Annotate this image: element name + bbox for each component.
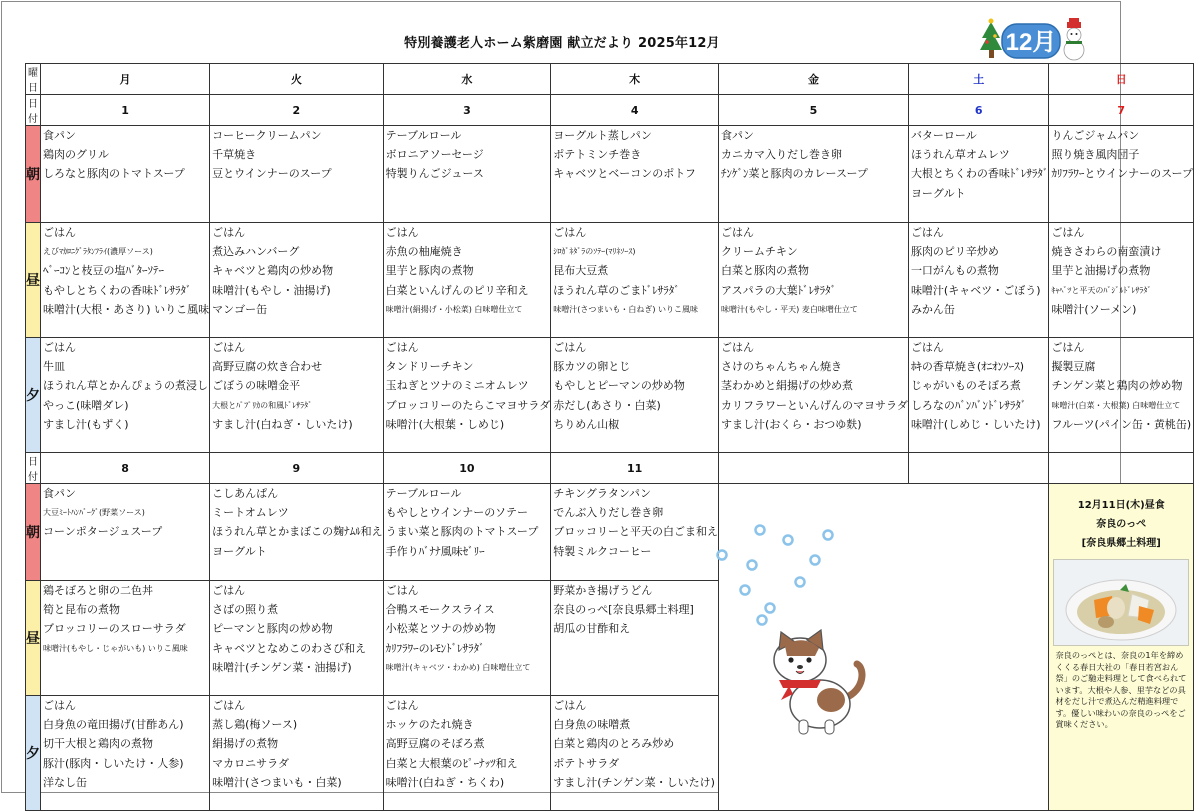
menu-item: 味噌汁(絹揚げ・小松菜) 白味噌仕立て: [385, 304, 523, 314]
menu-item: しろなのﾊﾞﾝﾊﾞﾝﾄﾞﾚｻﾗﾀﾞ: [910, 398, 1027, 412]
menu-table: [25, 63, 1194, 811]
menu-item: 味噌汁(さつまいも・白ねぎ) いりこ風味: [553, 304, 699, 314]
snowflake-icon: [796, 578, 805, 587]
date-cell: 9: [210, 453, 384, 484]
menu-item: ごはん: [212, 584, 246, 597]
menu-item: 食パン: [43, 129, 76, 142]
menu-item: チンゲン菜と鶏肉の炒め物: [1051, 379, 1183, 393]
menu-item: さばの照り煮: [212, 603, 279, 617]
menu-item: 大根とちくわの香味ﾄﾞﾚｻﾗﾀﾞ: [910, 167, 1049, 181]
menu-item: ブロッコリーのスローサラダ: [43, 622, 186, 636]
menu-item: 照り焼き風肉団子: [1051, 148, 1140, 162]
menu-cell: [41, 126, 210, 223]
week1-date-row: [26, 95, 1194, 126]
week1-lunch-row: [26, 223, 1194, 338]
menu-item: 鶏そぼろと卵の二色丼: [43, 584, 153, 597]
menu-item: キャベツとベーコンのポトフ: [553, 167, 696, 181]
menu-item: 白身魚の味噌煮: [553, 718, 631, 732]
menu-item: チキングラタンパン: [553, 487, 652, 500]
date-cell: 5: [719, 95, 909, 126]
menu-cell: [41, 484, 210, 581]
menu-cell: [210, 126, 384, 223]
date-cell: [908, 453, 1049, 484]
menu-cell: [383, 484, 551, 581]
menu-item: 野菜かき揚げうどん: [553, 584, 653, 597]
menu-item: ブロッコリーのたらこマヨサラダ: [385, 398, 551, 412]
menu-cell: [551, 484, 719, 581]
menu-item: ごはん: [553, 699, 587, 712]
menu-item: カリフラワーといんげんのマヨサラダ: [721, 398, 908, 412]
menu-item: ごはん: [43, 341, 76, 354]
menu-item: ヨーグルト蒸しパン: [553, 129, 652, 142]
note-date: 12月11日(木)昼食: [1077, 500, 1165, 511]
snowflake-icon: [748, 561, 757, 570]
menu-item: 茎わかめと絹揚げの炒め煮: [721, 379, 854, 393]
meal-label-dinner: 夕: [26, 338, 41, 453]
note-dish: 奈良のっぺ: [1096, 519, 1147, 530]
weekday-sun: 日: [1049, 64, 1194, 95]
menu-item: タンドリーチキン: [385, 360, 474, 374]
menu-item: ボロニアソーセージ: [385, 148, 484, 162]
menu-item: 味噌汁(もやし・平天) 麦白味噌仕立て: [721, 304, 858, 314]
menu-item: ごはん: [910, 226, 944, 239]
menu-cell: [719, 223, 909, 338]
menu-item: 白菜といんげんのピリ辛和え: [385, 283, 529, 297]
menu-cell: [41, 581, 210, 696]
menu-item: もやしとピーマンの炒め物: [553, 379, 685, 393]
menu-item: ごはん: [385, 699, 419, 712]
meal-label-breakfast: 朝: [26, 126, 41, 223]
menu-item: ごはん: [385, 341, 419, 354]
menu-item: ごはん: [212, 699, 246, 712]
menu-item: 高野豆腐のそぼろ煮: [385, 737, 485, 751]
month-badge: [978, 16, 1088, 64]
menu-item: うまい菜と豚肉のトマトスープ: [385, 525, 539, 539]
weekday-tue: 火: [210, 64, 384, 95]
menu-item: 味噌汁(白菜・大根葉) 白味噌仕立て: [1051, 400, 1181, 410]
menu-item: ポテトミンチ巻き: [553, 148, 642, 162]
menu-item: 特製りんごジュース: [385, 167, 484, 181]
menu-item: 赤魚の柚庵焼き: [385, 245, 463, 259]
menu-item: バターロール: [910, 129, 977, 142]
date-cell: 2: [210, 95, 384, 126]
menu-item: 豆とウインナーのスープ: [212, 167, 332, 181]
menu-item: 味噌汁(キャベツ・わかめ) 白味噌仕立て: [385, 662, 531, 672]
menu-item: 胡瓜の甘酢和え: [553, 622, 631, 636]
menu-item: すまし汁(白ねぎ・しいたけ): [212, 417, 353, 431]
menu-item: えびﾏｶﾛﾆｸﾞﾗﾀﾝﾌﾗｲ(濃厚ソース): [43, 247, 153, 257]
menu-item: 小松菜とツナの炒め物: [385, 622, 496, 636]
menu-item: ピーマンと豚肉の炒め物: [212, 622, 333, 636]
menu-item: ごはん: [1051, 226, 1085, 239]
menu-item: ごはん: [43, 226, 76, 239]
menu-item: ちりめん山椒: [553, 417, 620, 431]
menu-item: 大豆ﾐｰﾄﾊﾝﾊﾞｰｸﾞ(野菜ソース): [43, 508, 145, 518]
menu-cell: [41, 696, 210, 811]
menu-item: カニカマ入りだし巻き卵: [721, 148, 843, 162]
menu-item: こしあんぱん: [212, 487, 279, 500]
menu-item: ﾁﾝｹﾞﾝ菜と豚肉のカレースープ: [721, 167, 868, 181]
date-cell: [1049, 453, 1194, 484]
page-title: 特別養護老人ホーム紫磨園 献立だより 2025年12月: [404, 36, 720, 51]
date-cell: 11: [551, 453, 719, 484]
note-region: [奈良県郷土料理]: [1081, 538, 1161, 549]
menu-cell: [551, 223, 719, 338]
menu-item: しろなと豚肉のトマトスープ: [43, 167, 185, 181]
menu-cell: [383, 126, 551, 223]
menu-item: ポテトサラダ: [553, 756, 620, 770]
menu-item: 味噌汁(キャベツ・ごぼう): [910, 283, 1041, 297]
menu-cell: [551, 696, 719, 811]
menu-cell: [551, 581, 719, 696]
menu-item: 焼きさわらの南蛮漬け: [1051, 245, 1162, 259]
menu-item: コーンポタージュスープ: [43, 525, 163, 539]
menu-cell: [210, 484, 384, 581]
menu-item: ｶﾘﾌﾗﾜｰとウインナーのスープ: [1051, 167, 1194, 181]
note-body: 奈良のっぺとは、奈良の1年を締めくくる春日大社の「春日若宮おん祭」のご馳走料理として食べられています。大根や人参、里芋などの具材をだし汁で煮込んだ精進料理です。優しい味わいの奈良のっぺをご賞味ください。: [1055, 650, 1187, 729]
menu-item: テーブルロール: [385, 129, 462, 142]
weekday-fri: 金: [719, 64, 909, 95]
menu-item: ごはん: [1051, 341, 1085, 354]
menu-item: 味噌汁(もやし・じゃがいも) いりこ風味: [43, 643, 188, 653]
menu-cell: [210, 223, 384, 338]
menu-item: やっこ(味噌ダレ): [43, 398, 129, 412]
snowman-icon: [1064, 18, 1084, 60]
menu-item: 味噌汁(ソーメン): [1051, 302, 1137, 316]
menu-item: さけのちゃんちゃん焼き: [721, 360, 843, 374]
menu-item: 蒸し鶏(梅ソース): [212, 718, 298, 732]
menu-item: 味噌汁(大根・あさり) いりこ風味: [43, 302, 210, 316]
meal-label-lunch: 昼: [26, 223, 41, 338]
menu-item: ｶﾘﾌﾗﾜｰのﾚﾓﾝﾄﾞﾚｻﾗﾀﾞ: [385, 641, 485, 655]
menu-item: 味噌汁(チンゲン菜・油揚げ): [212, 660, 352, 674]
week2-breakfast-row: [26, 484, 1194, 581]
menu-item: 味噌汁(大根葉・しめじ): [385, 417, 505, 431]
menu-item: 豚カツの卵とじ: [553, 360, 631, 374]
menu-item: コーヒークリームパン: [212, 129, 322, 142]
weekday-label: 曜日: [26, 64, 41, 95]
menu-item: ほうれん草とかんぴょうの煮浸し: [43, 379, 208, 393]
date-cell: 10: [383, 453, 551, 484]
menu-item: 里芋と豚肉の煮物: [385, 264, 474, 278]
menu-item: 昆布大豆煮: [553, 264, 609, 278]
menu-item: ごはん: [212, 226, 246, 239]
menu-item: 合鴨スモークスライス: [385, 603, 495, 617]
menu-item: 白身魚の竜田揚げ(甘酢あん): [43, 718, 184, 732]
menu-item: もやしとウインナーのソテー: [385, 506, 529, 520]
menu-item: 里芋と油揚げの煮物: [1051, 264, 1151, 278]
menu-item: 牛皿: [43, 360, 65, 374]
menu-item: 味噌汁(しめじ・しいたけ): [910, 417, 1041, 431]
christmas-tree-icon: [980, 19, 1002, 59]
menu-item: ごはん: [385, 226, 419, 239]
menu-item: 一口がんもの煮物: [910, 264, 999, 278]
menu-item: ごはん: [721, 341, 755, 354]
menu-item: ほうれん草オムレツ: [910, 148, 1010, 162]
menu-item: 筍と昆布の煮物: [43, 603, 120, 617]
month-badge-text: 12月: [1005, 29, 1057, 56]
menu-item: 食パン: [721, 129, 755, 142]
noppe-photo: [1053, 559, 1189, 646]
snowflakes-illustration: [700, 520, 840, 640]
menu-item: すまし汁(おくら・おつゆ麩): [721, 417, 862, 431]
menu-item: 鶏肉のグリル: [43, 148, 109, 162]
snowflake-icon: [756, 526, 765, 535]
snowflake-icon: [811, 556, 820, 565]
menu-item: ヨーグルト: [212, 544, 267, 558]
menu-cell: [383, 223, 551, 338]
menu-cell: [210, 696, 384, 811]
menu-item: キャベツと鶏肉の炒め物: [212, 264, 334, 278]
snowflake-icon: [758, 616, 767, 625]
menu-item: でんぶ入りだし巻き卵: [553, 506, 664, 520]
week1-breakfast-row: [26, 126, 1194, 223]
menu-item: 煮込みハンバーグ: [212, 245, 300, 259]
menu-cell: [551, 126, 719, 223]
menu-item: ホッケのたれ焼き: [385, 718, 474, 732]
menu-item: 擬製豆腐: [1051, 360, 1096, 374]
menu-cell: [719, 126, 909, 223]
menu-item: 赤だし(あさり・白菜): [553, 398, 661, 412]
menu-item: アスパラの大葉ﾄﾞﾚｻﾗﾀﾞ: [721, 283, 837, 297]
weekday-mon: 月: [41, 64, 210, 95]
menu-item: 玉ねぎとツナのミニオムレツ: [385, 379, 529, 393]
menu-item: りんごジャムパン: [1051, 129, 1140, 142]
menu-cell: [908, 338, 1049, 453]
menu-cell: [719, 338, 909, 453]
menu-item: テーブルロール: [385, 487, 462, 500]
menu-item: 味噌汁(さつまいも・白菜): [212, 775, 342, 789]
date-cell: 6: [908, 95, 1049, 126]
weekday-thu: 木: [551, 64, 719, 95]
menu-cell: [1049, 223, 1194, 338]
date-label: 日付: [26, 453, 41, 484]
snowflake-icon: [766, 604, 775, 613]
menu-item: ｷｬﾍﾞﾂと平天のﾊﾞｼﾞﾙﾄﾞﾚｻﾗﾀﾞ: [1051, 285, 1152, 295]
menu-item: 食パン: [43, 487, 76, 500]
recipe-note: [1049, 484, 1194, 811]
menu-item: 白菜と豚肉の煮物: [721, 264, 810, 278]
menu-item: 特製ミルクコーヒー: [553, 544, 652, 558]
week2-date-row: [26, 453, 1194, 484]
cat-icon: [765, 628, 875, 738]
menu-item: 千草焼き: [212, 148, 257, 162]
menu-cell: [41, 338, 210, 453]
menu-cell: [1049, 126, 1194, 223]
date-cell: 3: [383, 95, 551, 126]
menu-item: 味噌汁(もやし・油揚げ): [212, 283, 331, 297]
menu-cell: [383, 581, 551, 696]
menu-item: マカロニサラダ: [212, 756, 289, 770]
menu-item: ほうれん草とかまぼこの麹ﾅﾑﾙ和え: [212, 525, 383, 539]
menu-item: クリームチキン: [721, 245, 798, 259]
menu-item: 白菜と鶏肉のとろみ炒め: [553, 737, 675, 751]
menu-item: みかん缶: [910, 302, 955, 316]
menu-item: ﾎｷの香草焼き(ｵﾆｵﾝｿｰｽ): [910, 360, 1025, 374]
menu-cell: [41, 223, 210, 338]
date-cell: 1: [41, 95, 210, 126]
menu-item: ｼﾛｶﾞﾈﾀﾞﾗのｿﾃｰ(ﾏﾘﾈｿｰｽ): [553, 247, 636, 257]
menu-cell: [908, 223, 1049, 338]
menu-cell: [551, 338, 719, 453]
menu-item: ごはん: [43, 699, 76, 712]
snowflake-icon: [824, 531, 833, 540]
menu-item: キャベツとなめこのわさび和え: [212, 641, 367, 655]
meal-label-dinner: 夕: [26, 696, 41, 811]
weekday-sat: 土: [908, 64, 1049, 95]
date-cell: 8: [41, 453, 210, 484]
menu-item: 豚肉のピリ辛炒め: [910, 245, 999, 259]
week1-dinner-row: [26, 338, 1194, 453]
menu-item: 手作りﾊﾞﾅﾅ風味ｾﾞﾘｰ: [385, 544, 485, 558]
snowflake-icon: [741, 586, 750, 595]
menu-item: ごぼうの味噌金平: [212, 379, 301, 393]
snowflake-icon: [718, 551, 727, 560]
menu-cell: [383, 338, 551, 453]
menu-item: ごはん: [553, 226, 587, 239]
menu-cell: [383, 696, 551, 811]
menu-item: 白菜と大根葉のﾋﾟｰﾅｯﾂ和え: [385, 756, 518, 770]
menu-item: ごはん: [553, 341, 587, 354]
menu-item: フルーツ(パイン缶・黄桃缶): [1051, 417, 1192, 431]
meal-label-breakfast: 朝: [26, 484, 41, 581]
menu-item: もやしとちくわの香味ﾄﾞﾚｻﾗﾀﾞ: [43, 283, 192, 297]
menu-item: ミートオムレツ: [212, 506, 289, 520]
meal-label-lunch: 昼: [26, 581, 41, 696]
snowflake-icon: [784, 536, 793, 545]
menu-cell: [1049, 338, 1194, 453]
menu-item: すまし汁(もずく): [43, 417, 129, 431]
menu-item: 奈良のっぺ[奈良県郷土料理]: [553, 603, 694, 617]
menu-item: ヨーグルト: [910, 186, 966, 200]
menu-item: すまし汁(チンゲン菜・しいたけ): [553, 775, 715, 789]
menu-item: 切干大根と鶏肉の煮物: [43, 737, 153, 751]
menu-item: 味噌汁(白ねぎ・ちくわ): [385, 775, 505, 789]
menu-cell: [210, 338, 384, 453]
menu-item: ごはん: [385, 584, 419, 597]
menu-item: ごはん: [721, 226, 755, 239]
menu-item: マンゴー缶: [212, 302, 268, 316]
date-cell: 7: [1049, 95, 1194, 126]
weekday-wed: 水: [383, 64, 551, 95]
menu-cell: [210, 581, 384, 696]
menu-cell: [908, 126, 1049, 223]
date-label: 日付: [26, 95, 41, 126]
date-cell: 4: [551, 95, 719, 126]
menu-item: ほうれん草のごまﾄﾞﾚｻﾗﾀﾞ: [553, 283, 680, 297]
menu-item: 高野豆腐の炊き合わせ: [212, 360, 323, 374]
menu-item: じゃがいものそぼろ煮: [910, 379, 1021, 393]
menu-item: ごはん: [212, 341, 246, 354]
menu-item: ﾍﾞｰｺﾝと枝豆の塩ﾊﾞﾀｰｿﾃｰ: [43, 264, 164, 278]
menu-item: 洋なし缶: [43, 775, 87, 789]
menu-item: ブロッコリーと平天の白ごま和え: [553, 525, 719, 539]
menu-item: 大根とﾊﾟﾌﾟﾘｶの和風ﾄﾞﾚｻﾗﾀﾞ: [212, 400, 313, 410]
menu-item: ごはん: [910, 341, 944, 354]
weekday-row: [26, 64, 1194, 95]
date-cell: [719, 453, 909, 484]
menu-item: 豚汁(豚肉・しいたけ・人参): [43, 756, 184, 770]
menu-item: 絹揚げの煮物: [212, 737, 279, 751]
